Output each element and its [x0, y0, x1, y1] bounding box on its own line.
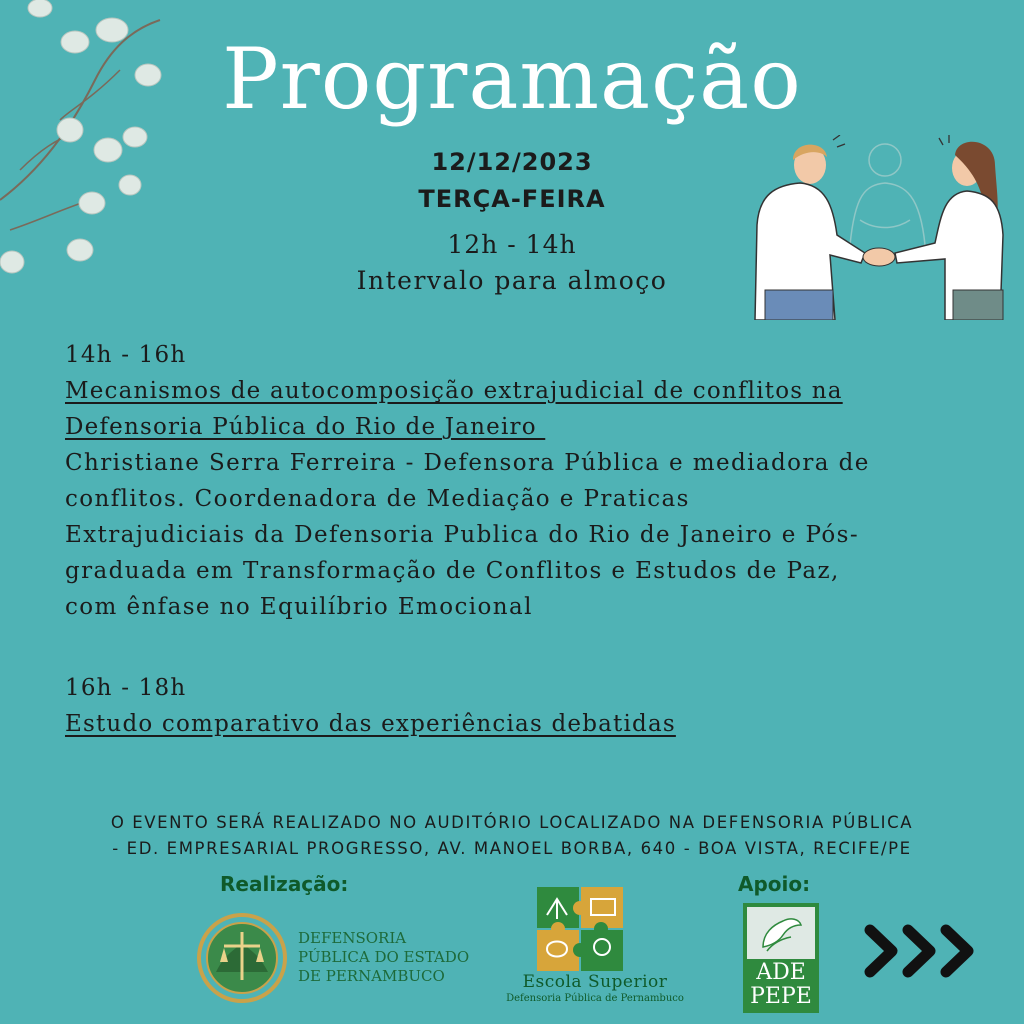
- session-1-description-line-4: graduada em Transformação de Conflitos e Estudos de Paz,: [65, 558, 840, 584]
- session-1-title-line-1: Mecanismos de autocomposição extrajudicial de conflitos na: [65, 378, 843, 404]
- escola-superior-title: Escola Superior: [522, 972, 668, 992]
- lunch-time: 12h - 14h: [447, 230, 577, 259]
- triple-chevron-right-icon[interactable]: [862, 922, 982, 980]
- session-1-description-line-3: Extrajudiciais da Defensoria Publica do Rio de Janeiro e Pós-: [65, 522, 860, 548]
- apoio-label: Apoio:: [738, 872, 811, 896]
- session-2-time: 16h - 18h: [65, 675, 187, 701]
- session-1-description-line-2: conflitos. Coordenadora de Mediação e Praticas: [65, 486, 690, 512]
- defensoria-logo-line-3: DE PERNAMBUCO: [298, 967, 445, 985]
- session-1-time: 14h - 16h: [65, 342, 187, 368]
- page-title: Programação: [222, 30, 802, 128]
- lunch-label: Intervalo para almoço: [356, 266, 668, 295]
- venue-note-line-1: O EVENTO SERÁ REALIZADO NO AUDITÓRIO LOCALIZADO NA DEFENSORIA PÚBLICA: [110, 813, 914, 832]
- defensoria-seal-icon: [196, 912, 288, 1004]
- escola-superior-puzzle-icon: [537, 887, 623, 971]
- adepepe-hands-icon: [743, 903, 819, 961]
- adepepe-logo: [743, 903, 819, 1013]
- session-2-title-line-1: Estudo comparativo das experiências debatidas: [65, 711, 676, 737]
- venue-note-line-2: - ED. EMPRESARIAL PROGRESSO, AV. MANOEL BORBA, 640 - BOA VISTA, RECIFE/PE: [112, 839, 912, 858]
- adepepe-logo-line-1: ADE: [756, 960, 806, 985]
- handshake-illustration: [745, 135, 1010, 320]
- session-2: [65, 670, 985, 742]
- session-1-description-line-1: Christiane Serra Ferreira - Defensora Pública e mediadora de: [65, 450, 870, 476]
- realizacao-label: Realização:: [220, 872, 349, 896]
- defensoria-logo-line-2: PÚBLICA DO ESTADO: [298, 948, 470, 966]
- session-1: [65, 337, 985, 625]
- event-date: 12/12/2023: [431, 148, 593, 176]
- adepepe-logo-line-2: PEPE: [750, 984, 812, 1009]
- escola-superior-subtitle: Defensoria Pública de Pernambuco: [506, 993, 684, 1004]
- session-1-description-line-5: com ênfase no Equilíbrio Emocional: [65, 594, 533, 620]
- session-1-title-line-2: Defensoria Pública do Rio de Janeiro: [65, 414, 546, 440]
- defensoria-logo-line-1: DEFENSORIA: [298, 929, 407, 947]
- defensoria-logo-text: [298, 929, 469, 986]
- event-weekday: TERÇA-FEIRA: [418, 185, 606, 213]
- venue-note: [40, 810, 984, 862]
